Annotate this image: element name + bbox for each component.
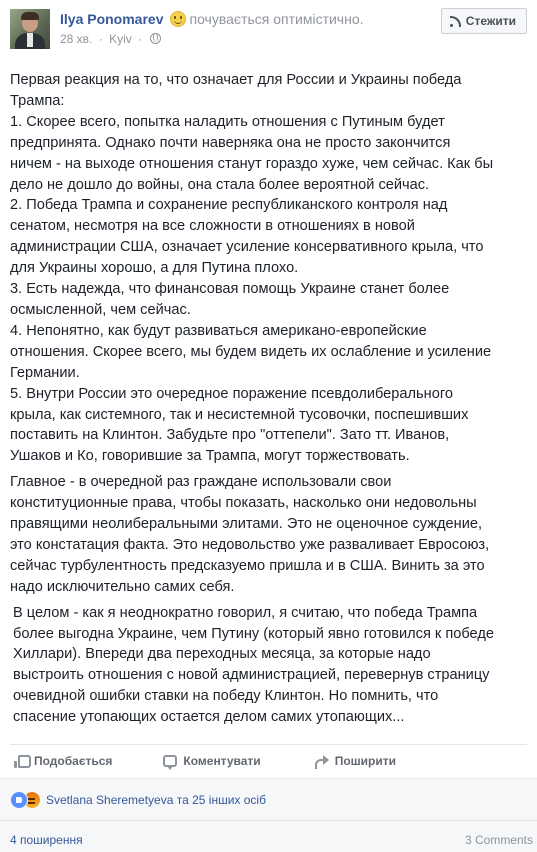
text-line: очевидной ошибки ставки на победу Клинтон. Но помнить, что	[13, 688, 439, 705]
text-line: конституционные права, чтобы показать, насколько они недовольны	[10, 495, 477, 512]
text-line: предпринята. Однако почти наверняка она не просто закончится	[10, 134, 451, 151]
follow-button[interactable]	[441, 8, 527, 34]
text-line: ничем - на выходе отношения станут гораздо хуже, чем сейчас. Как бы	[10, 155, 494, 172]
post-location[interactable]: Kyiv	[109, 32, 132, 46]
text-line: 2. Победа Трампа и сохранение республиканского контроля над	[10, 197, 448, 214]
post-time[interactable]: 28 хв.	[60, 32, 93, 46]
like-label: Подобається	[34, 754, 113, 768]
text-line: администрации США, означает усиление консервативного крыла, что	[10, 239, 484, 256]
text-line: 3. Есть надежда, что финансовая помощь Украине станет более	[10, 281, 450, 298]
reaction-summary	[46, 793, 266, 807]
text-line: В целом - как я неоднократно говорил, я считаю, что победа Трампа	[13, 604, 478, 621]
speech-bubble-icon	[163, 755, 177, 767]
reactor-name-link[interactable]: Svetlana Sheremetyeva	[46, 792, 174, 807]
comment-button[interactable]	[163, 745, 260, 777]
text-line: правящими неолиберальными элитами. Это не оценочное суждение,	[10, 516, 483, 533]
follow-label: Стежити	[465, 14, 516, 28]
text-line: отношения. Скорее всего, мы будем видеть их ослабление и усиление	[10, 343, 492, 360]
globe-icon[interactable]	[150, 33, 161, 44]
text-line: более выгодна Украине, чем Путину (который явно готовился к победе	[13, 625, 494, 642]
post-action-bar	[10, 744, 527, 777]
post-paragraph	[10, 70, 530, 467]
like-reaction-icon[interactable]	[10, 791, 28, 809]
smiling-emoji-icon	[170, 11, 186, 27]
text-line: поставить на Клинтон. Забудьте про "оттепели". Зато тт. Иванов,	[10, 427, 450, 444]
author-name[interactable]: Ilya Ponomarev	[60, 11, 164, 27]
thumbs-up-icon	[14, 755, 28, 768]
text-line: выстроить отношения с новой администрацией, перевернув страницу	[13, 667, 490, 684]
text-line: сенатом, несмотря на все сложности в отношениях в новой	[10, 218, 415, 235]
author-line	[60, 11, 364, 27]
post-header	[0, 0, 537, 62]
text-line: это констатация факта. Это недовольство уже разваливает Евросоюз,	[10, 536, 490, 553]
share-arrow-icon	[315, 755, 329, 767]
text-line: 4. Непонятно, как будут развиваться американо-европейские	[10, 322, 427, 339]
rss-icon	[450, 16, 461, 27]
text-line: Ушаков и Ко, говорившие за Трампа, могут торжествовать.	[10, 448, 410, 465]
text-line: 5. Внутри России это очередное поражение псевдолиберального	[10, 385, 453, 402]
text-line: для Украины хорошо, а для Путина плохо.	[10, 260, 299, 277]
share-button[interactable]	[315, 745, 396, 777]
comment-label: Коментувати	[183, 754, 261, 768]
comments-count-link[interactable]: 3 Comments	[464, 833, 533, 847]
author-avatar[interactable]	[10, 9, 50, 49]
post-body	[10, 70, 530, 733]
text-line: дело не дошло до войны, она стала более вероятной сейчас.	[10, 176, 430, 193]
text-line: Хиллари). Впереди два переходных месяца, за которые надо	[13, 646, 431, 663]
post-paragraph	[10, 472, 530, 597]
shares-count-link[interactable]: 4 поширення	[10, 833, 83, 847]
post-footer	[0, 820, 537, 852]
text-line: Главное - в очередной раз граждане использовали свои	[10, 474, 392, 491]
feeling-text: почувається оптимістично.	[189, 11, 364, 27]
post-meta	[60, 32, 161, 46]
reactions-bar	[0, 778, 537, 820]
text-line: Германии.	[10, 364, 80, 381]
text-line: спасение утопающих остается делом самих утопающих...	[13, 709, 405, 726]
text-line: Трампа:	[10, 92, 65, 109]
text-line: Первая реакция на то, что означает для России и Украины победа	[10, 72, 462, 88]
text-line: сейчас турбулентность предсказуемо пришла и в США. Винить за это	[10, 557, 485, 574]
text-line: 1. Скорее всего, попытка наладить отношения с Путиным будет	[10, 113, 445, 130]
post-paragraph	[10, 603, 530, 728]
text-line: надо исключительно самих себя.	[10, 578, 235, 595]
text-line: крыла, как системного, так и несистемной тусовочки, поспешивших	[10, 406, 469, 423]
reactors-others-link[interactable]: та 25 інших осіб	[173, 792, 266, 807]
meta-separator: ·	[138, 32, 143, 46]
like-button[interactable]	[14, 745, 112, 777]
meta-separator: ·	[98, 32, 103, 46]
text-line: осмысленной, чем сейчас.	[10, 301, 191, 318]
share-label: Поширити	[334, 754, 396, 768]
